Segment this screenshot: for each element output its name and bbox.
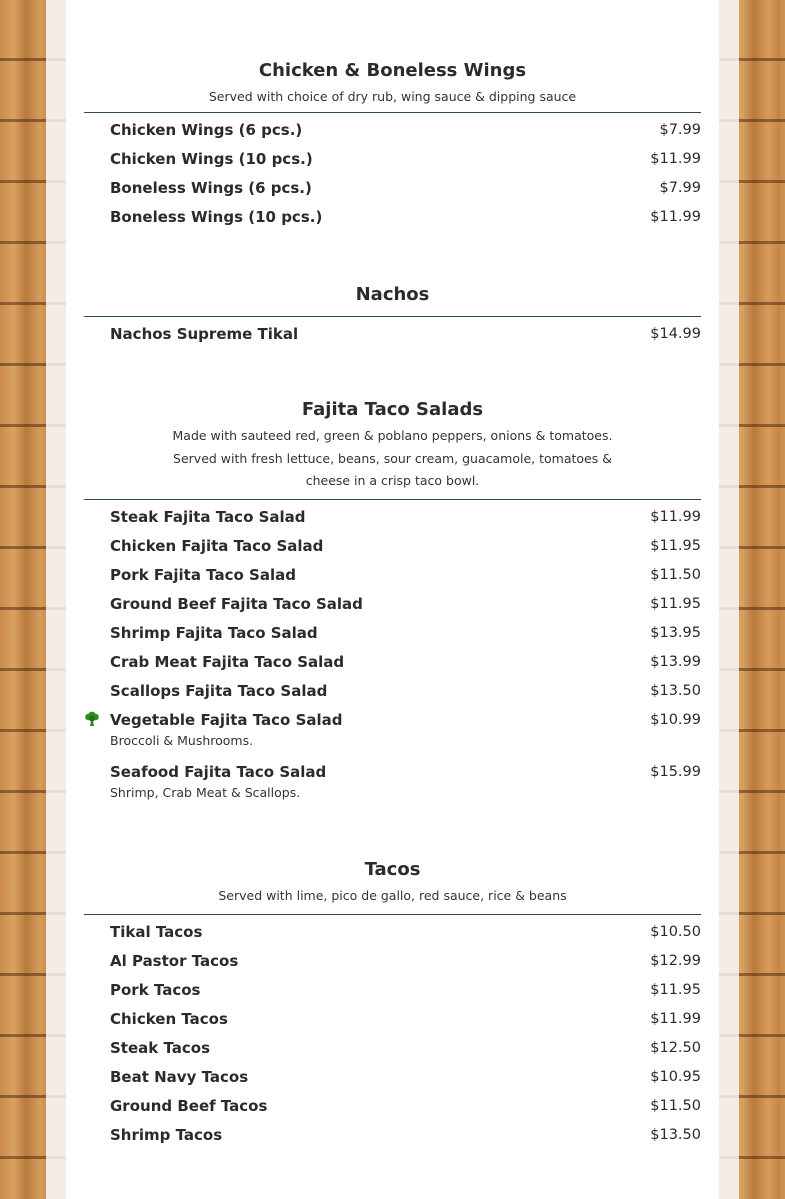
item-name: Steak Tacos — [110, 1038, 211, 1057]
item-name: Vegetable Fajita Taco Salad — [110, 710, 343, 729]
item-price: $11.50 — [650, 1097, 701, 1114]
section-title: Nachos — [355, 284, 430, 305]
broccoli-icon — [84, 711, 100, 727]
item-name: Crab Meat Fajita Taco Salad — [110, 652, 345, 671]
item-price: $10.95 — [650, 1068, 701, 1085]
item-price: $11.99 — [650, 150, 701, 167]
item-price: $13.50 — [650, 682, 701, 699]
item-price: $11.95 — [650, 981, 701, 998]
item-name: Scallops Fajita Taco Salad — [110, 681, 328, 700]
menu-item — [84, 710, 701, 762]
item-name: Ground Beef Fajita Taco Salad — [110, 594, 363, 613]
menu-item — [84, 1038, 701, 1067]
item-name: Seafood Fajita Taco Salad — [110, 762, 327, 781]
item-price: $7.99 — [659, 121, 701, 138]
item-name: Shrimp Tacos — [110, 1125, 223, 1144]
menu-item — [84, 1096, 701, 1125]
menu-item — [84, 507, 701, 536]
item-price: $12.99 — [650, 952, 701, 969]
item-price: $11.95 — [650, 537, 701, 554]
menu-item — [84, 922, 701, 951]
item-name: Chicken Wings (10 pcs.) — [110, 149, 313, 168]
menu-item — [84, 536, 701, 565]
item-name: Ground Beef Tacos — [110, 1096, 268, 1115]
item-name: Boneless Wings (10 pcs.) — [110, 207, 323, 226]
section-nachos — [84, 283, 701, 353]
menu-item — [84, 1009, 701, 1038]
item-name: Steak Fajita Taco Salad — [110, 507, 306, 526]
section-chicken-wings — [84, 59, 701, 236]
menu-item — [84, 207, 701, 236]
menu-item — [84, 681, 701, 710]
item-name: Chicken Wings (6 pcs.) — [110, 120, 303, 139]
item-price: $14.99 — [650, 326, 701, 342]
item-price: $10.50 — [650, 923, 701, 940]
section-description: Made with sauteed red, green & poblano peppers, onions & tomatoes. Served with fresh lettuce, beans, sour cream, guacamole, tomatoes & cheese in a crisp taco bowl. — [172, 428, 613, 488]
menu-item — [84, 762, 701, 814]
menu-item — [84, 324, 701, 353]
item-price: $7.99 — [659, 179, 701, 196]
menu-item — [84, 594, 701, 623]
item-name: Pork Tacos — [110, 980, 201, 999]
menu-item — [84, 1125, 701, 1154]
item-name: Chicken Fajita Taco Salad — [110, 536, 324, 555]
item-name: Nachos Supreme Tikal — [110, 325, 299, 343]
section-tacos — [84, 858, 701, 1154]
section-description: Served with choice of dry rub, wing sauce & dipping sauce — [208, 89, 577, 104]
item-price: $13.95 — [650, 624, 701, 641]
item-description: Broccoli & Mushrooms. — [110, 732, 254, 748]
menu-item — [84, 120, 701, 149]
menu-item — [84, 980, 701, 1009]
item-name: Tikal Tacos — [110, 922, 203, 941]
menu-item — [84, 951, 701, 980]
item-name: Chicken Tacos — [110, 1009, 228, 1028]
menu-item — [84, 565, 701, 594]
menu-item — [84, 149, 701, 178]
item-name: Shrimp Fajita Taco Salad — [110, 623, 318, 642]
section-title: Chicken & Boneless Wings — [258, 60, 527, 81]
menu-item — [84, 1067, 701, 1096]
menu-item — [84, 652, 701, 681]
item-price: $11.50 — [650, 566, 701, 583]
item-price: $11.99 — [650, 208, 701, 225]
item-description: Shrimp, Crab Meat & Scallops. — [110, 784, 301, 800]
section-title: Tacos — [364, 859, 421, 880]
item-name: Boneless Wings (6 pcs.) — [110, 178, 312, 197]
item-price: $15.99 — [650, 763, 701, 780]
item-name: Pork Fajita Taco Salad — [110, 565, 296, 584]
item-price: $12.50 — [650, 1039, 701, 1056]
item-name: Al Pastor Tacos — [110, 951, 239, 970]
menu-item — [84, 178, 701, 207]
item-price: $13.50 — [650, 1126, 701, 1143]
item-price: $13.99 — [650, 653, 701, 670]
item-name: Beat Navy Tacos — [110, 1067, 249, 1086]
item-price: $11.99 — [650, 508, 701, 525]
menu-item — [84, 623, 701, 652]
item-price: $10.99 — [650, 711, 701, 728]
section-title: Fajita Taco Salads — [301, 399, 484, 420]
section-fajita-taco-salads — [84, 398, 701, 814]
section-description: Served with lime, pico de gallo, red sauce, rice & beans — [218, 888, 567, 903]
item-price: $11.99 — [650, 1010, 701, 1027]
item-price: $11.95 — [650, 595, 701, 612]
